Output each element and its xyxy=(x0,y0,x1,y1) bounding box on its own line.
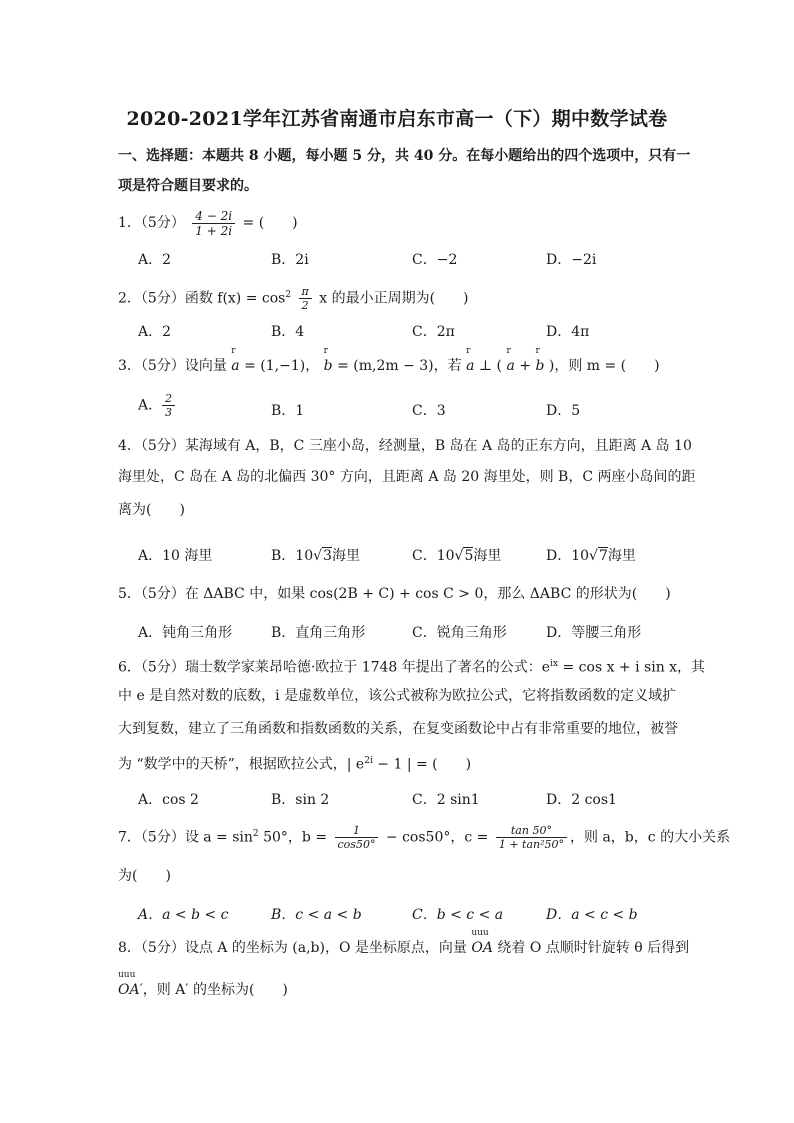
question-7-line-2: 为( ) xyxy=(118,868,171,884)
vector-arrow-icon: uuu xyxy=(118,970,136,980)
question-6-line-4: 为 “数学中的天桥”，根据欧拉公式，| $e^{2i} - 1$ | = ( ) xyxy=(118,756,472,773)
q4-option-a: A．10 海里 xyxy=(138,548,213,564)
q1-options xyxy=(0,249,794,271)
q2-option-c: C．2π xyxy=(412,324,455,340)
q5-option-a: A．钝角三角形 xyxy=(138,625,233,641)
q6-option-a: A．cos 2 xyxy=(138,792,199,808)
exam-title: 2020-2021学年江苏省南通市启东市高一（下）期中数学试卷 xyxy=(126,108,668,130)
q3-prefix: 3．（5分）设向量 xyxy=(118,358,227,374)
q6-option-b: B．sin 2 xyxy=(271,792,330,808)
q4-option-b: B．10√3海里 xyxy=(271,548,360,564)
q3-vector-a: r a xyxy=(466,346,475,374)
q3-option-a-numerator: 2 xyxy=(165,392,173,405)
q2-option-b: B．4 xyxy=(271,324,305,340)
q2-superscript: 2 xyxy=(285,290,292,300)
q1-numerator: 4 − 2i xyxy=(195,208,233,223)
q6-option-d: D．2 cos1 xyxy=(546,792,617,808)
question-4-line-2: 海里处，C 岛在 A 岛的北偏西 30° 方向，且距离 A 岛 20 海里处，则 B，C 两座小岛间的距 xyxy=(118,469,696,485)
q8-vector-oa: uuu OA xyxy=(471,928,493,956)
q3-option-b: B．1 xyxy=(271,403,305,419)
q1-fraction xyxy=(192,209,235,238)
section-heading-line-2: 项是符合题目要求的。 xyxy=(118,178,258,194)
q2-denominator: 2 xyxy=(299,298,312,312)
q3-vector-b: r b xyxy=(323,346,333,374)
q5-options xyxy=(0,622,794,644)
q1-option-c: C．−2 xyxy=(412,252,458,268)
vector-arrow-icon: uuu xyxy=(471,928,489,938)
q1-suffix: = ( ) xyxy=(242,215,298,231)
vector-arrow-icon: r xyxy=(323,346,328,356)
q2-option-a: A．2 xyxy=(138,324,172,340)
q1-prefix: 1．（5分） xyxy=(118,215,185,231)
q5-option-c: C．锐角三角形 xyxy=(412,625,507,641)
q3-option-d: D．5 xyxy=(546,403,581,419)
q6-option-c: C．2 sin1 xyxy=(412,792,480,808)
q3-vector-a: r a xyxy=(506,346,515,374)
q4-options xyxy=(0,545,794,567)
q2-prefix: 2．（5分）函数 f(x) = cos xyxy=(118,290,286,307)
q1-option-a: A．2 xyxy=(138,252,172,268)
q7-option-c: C．b < c < a xyxy=(412,907,504,923)
q4-option-d: D．10√7海里 xyxy=(546,548,636,564)
q3-part3: ⊥ ( xyxy=(478,358,502,374)
q2-numerator: π xyxy=(301,285,309,299)
question-8-line-2: uuu OA′，则 A′ 的坐标为( ) xyxy=(118,970,288,998)
q7-fraction-b: $\frac{1}{\cos 50^\circ}$ xyxy=(335,824,379,851)
q7-option-a: A．a < b < c xyxy=(138,907,229,923)
q3-option-a: A． $\frac{2}{3}$ xyxy=(138,392,178,419)
q2-options xyxy=(0,321,794,343)
question-6-line-3: 大到复数，建立了三角函数和指数函数的关系，在复变函数论中占有非常重要的地位，被誉 xyxy=(118,721,678,737)
question-6-line-2: 中 e 是自然对数的底数，i 是虚数单位，该公式被称为欧拉公式，它将指数函数的定义域扩 xyxy=(118,688,677,704)
question-5: 5．（5分）在 ΔABC 中，如果 cos(2B + C) + cos C > 0，那么 ΔABC 的形状为( ) xyxy=(118,586,671,602)
q3-vector-b: r b xyxy=(535,346,545,374)
vector-arrow-icon: r xyxy=(231,346,236,356)
q3-vector-a: r a xyxy=(231,346,240,374)
q2-fraction xyxy=(299,285,312,312)
question-7-line-1: 7．（5分）设 $a = \sin^2 50^\circ$，b = $\frac{1}{\cos 50^\circ}$ − cos50°，c = $\frac{\tan 50^\circ}{\text{1 + tan²50°}}$ ，则 a，b，c 的大小关系 xyxy=(118,824,731,852)
q1-option-d: D．−2i xyxy=(546,252,597,268)
q2-option-d: D．4π xyxy=(546,324,590,340)
q8-vector-oa-prime: uuu OA′ xyxy=(118,970,143,998)
q2-suffix: x 的最小正周期为( ) xyxy=(319,290,469,307)
q3-options xyxy=(0,392,794,426)
question-4-line-3: 离为( ) xyxy=(118,502,185,518)
q1-option-b: B．2i xyxy=(271,252,309,268)
q3-part1: = (1,−1)， xyxy=(244,358,320,374)
q3-part2: = (m,2m − 3)，若 xyxy=(337,358,462,374)
question-1 xyxy=(118,208,298,238)
q6-options xyxy=(0,789,794,811)
question-8-line-1: 8．（5分）设点 A 的坐标为 (a,b)，O 是坐标原点，向量 uuu OA 绕着 O 点顺时针旋转 θ 后得到 xyxy=(118,928,690,956)
q1-denominator: 1 + 2i xyxy=(192,223,235,238)
vector-arrow-icon: r xyxy=(535,346,540,356)
q4-option-c: C．10√5海里 xyxy=(412,548,502,564)
question-4-line-1: 4．（5分）某海域有 A，B，C 三座小岛，经测量，B 岛在 A 岛的正东方向，且距离 A 岛 10 xyxy=(118,438,692,454)
q7-options xyxy=(0,904,794,926)
q5-option-d: D．等腰三角形 xyxy=(546,625,642,641)
q7-option-b: B．c < a < b xyxy=(271,907,362,923)
q3-option-c: C．3 xyxy=(412,403,446,419)
question-3 xyxy=(118,346,660,376)
vector-arrow-icon: r xyxy=(466,346,471,356)
q5-option-b: B．直角三角形 xyxy=(271,625,366,641)
q7-fraction-c: $\frac{\tan 50^\circ}{\text{1 + tan²50°}}$ xyxy=(496,824,567,851)
section-heading-line-1: 一、选择题：本题共 8 小题，每小题 5 分，共 40 分。在每小题给出的四个选项中，只有一 xyxy=(118,148,691,164)
q3-option-a-denominator: 3 xyxy=(162,405,175,419)
q7-option-d: D．a < c < b xyxy=(546,907,638,923)
q3-part4: + xyxy=(519,358,536,374)
question-6-line-1: 6．（5分）瑞士数学家莱昂哈德·欧拉于 1748 年提出了著名的公式：$e^{ix} = \cos x + i$ sin x，其 xyxy=(118,659,706,676)
q3-part5: )，则 m = ( ) xyxy=(548,358,660,374)
question-2 xyxy=(118,280,469,314)
vector-arrow-icon: r xyxy=(506,346,511,356)
